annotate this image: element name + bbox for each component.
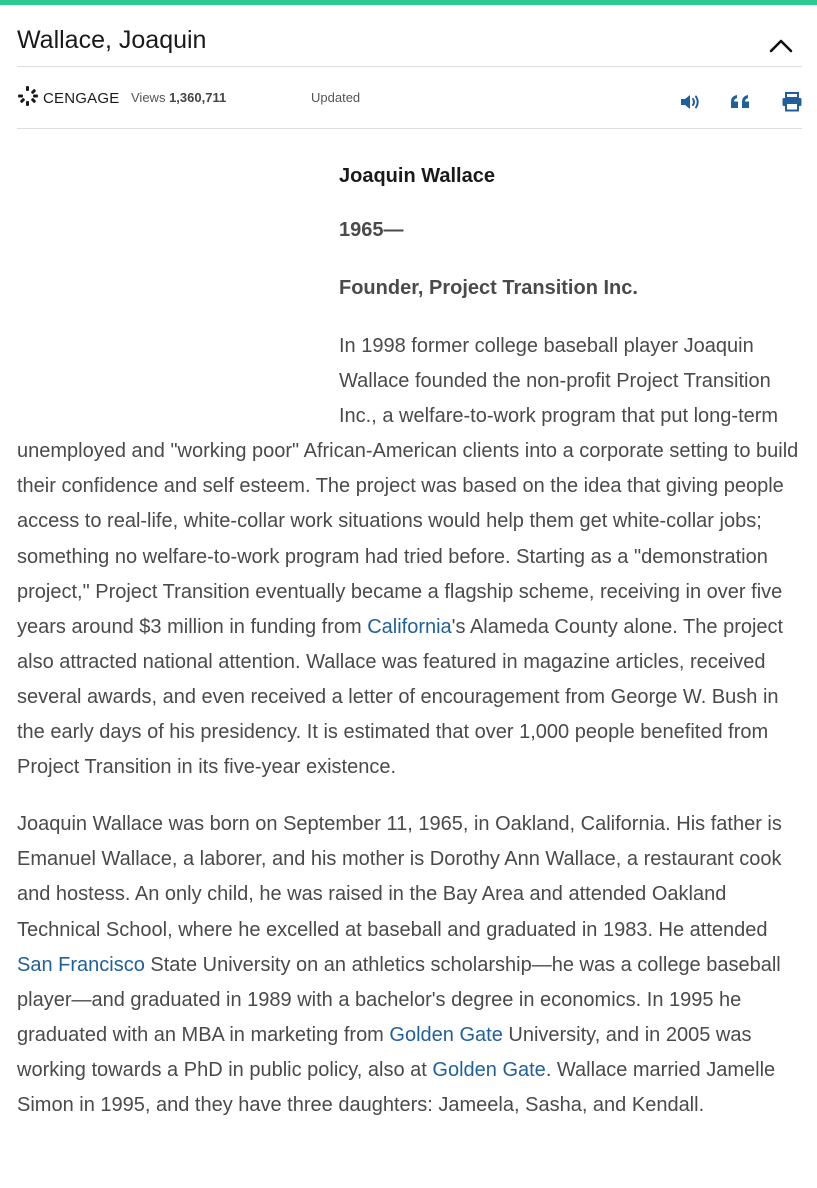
- entry-title: Wallace, Joaquin: [17, 26, 207, 54]
- article-body: [17, 130, 802, 1123]
- cengage-logo-icon: [17, 85, 39, 112]
- entry-header: [17, 22, 802, 66]
- person-role: Founder, Project Transition Inc.: [339, 277, 638, 299]
- person-name: Joaquin Wallace: [339, 165, 495, 187]
- meta-divider: [17, 128, 802, 129]
- paragraph-2-text-3: University, and in 2005 was working towards a PhD in public policy, also at: [17, 1023, 752, 1081]
- paragraph-2-text-1: Joaquin Wallace was born on September 11, 1965, in Oakland, California. His father is Emanuel Wallace, a laborer, and his mother is Dorothy Ann Wallace, a restaurant cook and hostess. An only child, he was raised in the Bay Area and attended Oakland Technical School, where he excelled at baseball and graduated in 1983. He attended: [17, 813, 782, 941]
- person-years: 1965—: [339, 219, 404, 241]
- link-golden-gate[interactable]: Golden Gate: [389, 1023, 503, 1046]
- link-san-francisco[interactable]: San Francisco: [17, 953, 145, 976]
- print-icon[interactable]: [781, 92, 803, 112]
- views-counter: [131, 90, 226, 105]
- entry-meta-bar: [17, 86, 802, 114]
- link-california[interactable]: California: [367, 615, 452, 638]
- cengage-brand: [17, 86, 119, 110]
- paragraph-2: [17, 807, 802, 1123]
- chevron-up-icon[interactable]: [768, 36, 794, 54]
- updated-label: Updated: [311, 90, 361, 105]
- image-placeholder: [17, 130, 339, 430]
- brand-name: CENGAGE: [43, 89, 120, 107]
- speaker-icon[interactable]: [679, 92, 701, 112]
- views-count: 1,360,711: [169, 90, 227, 105]
- views-label: Views: [131, 90, 166, 105]
- header-divider: [17, 66, 802, 67]
- quote-icon[interactable]: [730, 92, 752, 112]
- link-golden-gate-2[interactable]: Golden Gate: [432, 1058, 546, 1081]
- paragraph-1-text-1: In 1998 former college baseball player Joaquin Wallace founded the non-profit Project Transition Inc., a welfare-to-work program that put long-term unemployed and "working poor" African-American clients into a corporate setting to build their confidence and self esteem. The project was based on the idea that giving people access to real-life, white-collar work situations would help them get white-collar jobs; something no welfare-to-work program had tried before. Starting as a "demonstration project," Project Transition eventually became a flagship scheme, receiving in over five years around $3 million in funding from: [17, 335, 799, 638]
- paragraph-1-text-2: 's Alameda County alone. The project also attracted national attention. Wallace was featured in magazine articles, received several awards, and even received a letter of encouragement from George W. Bush in the early days of his presidency. It is estimated that over 1,000 people benefited from Project Transition in its five-year existence.: [17, 615, 784, 779]
- paragraph-2-text-4: . Wallace married Jamelle Simon in 1995, and they have three daughters: Jameela, Sasha, and Kendall.: [17, 1058, 776, 1116]
- top-accent-bar: [0, 0, 817, 5]
- paragraph-2-text-2: State University on an athletics scholarship—he was a college baseball player—and graduated in 1989 with a bachelor's degree in economics. In 1995 he graduated with an MBA in marketing from: [17, 953, 781, 1046]
